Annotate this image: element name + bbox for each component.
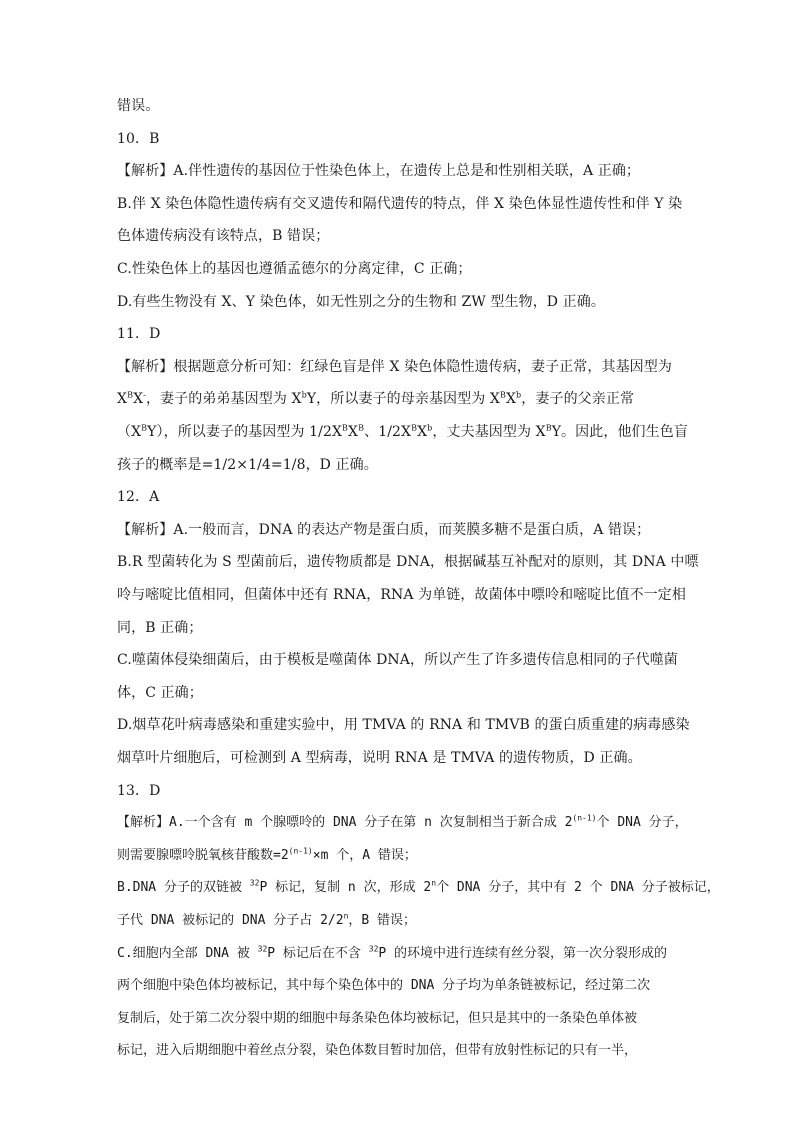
text-segment: P 的环境中进行连续有丝分裂，第一次分裂形成的 <box>378 945 668 961</box>
superscript: b <box>516 390 522 400</box>
text-segment: Y，所以妻子的母亲基因型为 X <box>306 391 500 408</box>
text-line: 12．A <box>117 489 160 506</box>
superscript: B <box>499 390 506 400</box>
text-segment: ，B 错误； <box>348 913 417 928</box>
text-line <box>117 944 667 964</box>
superscript: B <box>358 423 365 433</box>
text-line: 色体遗传病没有该特点，B 错误； <box>117 228 330 245</box>
text-line: 同，B 正确； <box>117 619 203 636</box>
text-segment: Y。因此，他们生色盲 <box>551 424 688 440</box>
text-line: 复制后，处于第二次分裂中期的细胞中每条染色体均被标记，但只是其中的一条染色单体被 <box>117 1010 638 1026</box>
text-line: C.噬菌体侵染细菌后，由于模板是噬菌体 DNA，所以产生了许多遗传信息相同的子代噬菌 <box>117 652 678 669</box>
text-segment: ×m 个，A 错误； <box>312 847 417 863</box>
text-line: 错误。 <box>117 98 160 114</box>
text-segment: X <box>417 424 428 440</box>
superscript: B <box>545 423 552 433</box>
superscript: B <box>127 390 134 400</box>
superscript: 32 <box>249 879 260 889</box>
text-segment: ，妻子的父亲正常 <box>521 391 635 408</box>
text-line: 体，C 正确； <box>117 684 203 701</box>
text-line <box>117 389 634 409</box>
text-line <box>117 911 416 931</box>
text-segment: ，妻子的弟弟基因型为 X <box>145 391 302 408</box>
text-line: 11．D <box>117 326 161 343</box>
text-line: 【解析】A.伴性遗传的基因位于性染色体上，在遗传上总是和性别相关联，A 正确； <box>117 163 641 180</box>
superscript: (n-1) <box>288 846 313 856</box>
text-segment: X <box>117 391 128 408</box>
text-line: 呤与嘧啶比值相同，但菌体中还有 RNA，RNA 为单链，故菌体中嘌呤和嘧啶比值不一定相 <box>117 587 687 603</box>
text-segment: P 标记后在不含 <box>267 945 369 961</box>
text-line: 10．B <box>117 130 160 147</box>
text-segment: P 标记，复制 n 次，形成 2 <box>259 880 432 896</box>
text-line <box>117 422 688 442</box>
text-line: B.R 型菌转化为 S 型菌前后，遗传物质都是 DNA，根据碱基互补配对的原则，其 DNA 中嘌 <box>117 554 699 571</box>
text-line: 标记，进入后期细胞中着丝点分裂，染色体数目暂时加倍，但带有放射性标记的只有一半， <box>117 1043 638 1059</box>
text-segment: X <box>133 391 144 408</box>
text-segment: 个 DNA 分子，其中有 2 个 DNA 分子被标记， <box>436 880 720 896</box>
text-line: D.有些生物没有 X、Y 染色体，如无性别之分的生物和 ZW 型生物，D 正确。 <box>117 293 605 310</box>
superscript: - <box>143 390 146 400</box>
superscript: (n-1) <box>572 813 597 823</box>
superscript: 32 <box>257 944 268 954</box>
text-segment: 则需要腺嘌呤脱氧核苷酸数=2 <box>117 847 289 863</box>
superscript: b <box>301 390 307 400</box>
text-segment: 【解析】A.一个含有 m 个腺嘌呤的 DNA 分子在第 n 次复制相当于新合成 2 <box>117 815 573 831</box>
text-segment: ，丈夫基因型为 X <box>432 424 546 440</box>
text-line: D.烟草花叶病毒感染和重建实验中，用 TMVA 的 RNA 和 TMVB 的蛋白质重建的病毒感染 <box>117 717 690 734</box>
text-line: 【解析】A.一般而言，DNA 的表达产物是蛋白质，而荚膜多糖不是蛋白质，A 错误； <box>117 521 651 538</box>
text-segment: X <box>348 424 359 440</box>
superscript: n <box>343 911 349 921</box>
text-line <box>117 813 688 833</box>
text-line: 两个细胞中染色体均被标记，其中每个染色体中的 DNA 分子均为单条链被标记，经过第二次 <box>117 978 651 994</box>
text-segment: 子代 DNA 被标记的 DNA 分子占 2/2 <box>117 913 344 928</box>
superscript: 32 <box>368 944 379 954</box>
text-line: 烟草叶片细胞后，可检测到 A 型病毒，说明 RNA 是 TMVA 的遗传物质，D 正确。 <box>117 750 642 766</box>
superscript: n <box>431 879 437 889</box>
text-line: C.性染色体上的基因也遵循孟德尔的分离定律，C 正确； <box>117 261 472 277</box>
superscript: b <box>427 423 433 433</box>
text-line <box>117 846 417 866</box>
text-segment: 个 DNA 分子， <box>596 815 688 831</box>
text-line: 13．D <box>117 782 161 799</box>
text-line: 孩子的概率是=1/2×1/4=1/8，D 正确。 <box>117 456 378 473</box>
superscript: B <box>411 423 418 433</box>
text-line: 【解析】根据题意分析可知：红绿色盲是伴 X 染色体隐性遗传病，妻子正常，其基因型为 <box>117 358 672 375</box>
text-segment: 、1/2X <box>364 424 412 440</box>
text-line: B.伴 X 染色体隐性遗传病有交叉遗传和隔代遗传的特点，伴 X 染色体显性遗传性和伴 Y 染 <box>117 195 683 212</box>
superscript: B <box>141 423 148 433</box>
text-segment: Y），所以妻子的基因型为 1/2X <box>147 424 343 440</box>
text-segment: X <box>505 391 517 408</box>
text-segment: B.DNA 分子的双链被 <box>117 880 250 896</box>
text-segment: （X <box>117 424 142 440</box>
text-line <box>117 878 720 898</box>
superscript: B <box>342 423 349 433</box>
text-segment: C.细胞内全部 DNA 被 <box>117 945 258 961</box>
